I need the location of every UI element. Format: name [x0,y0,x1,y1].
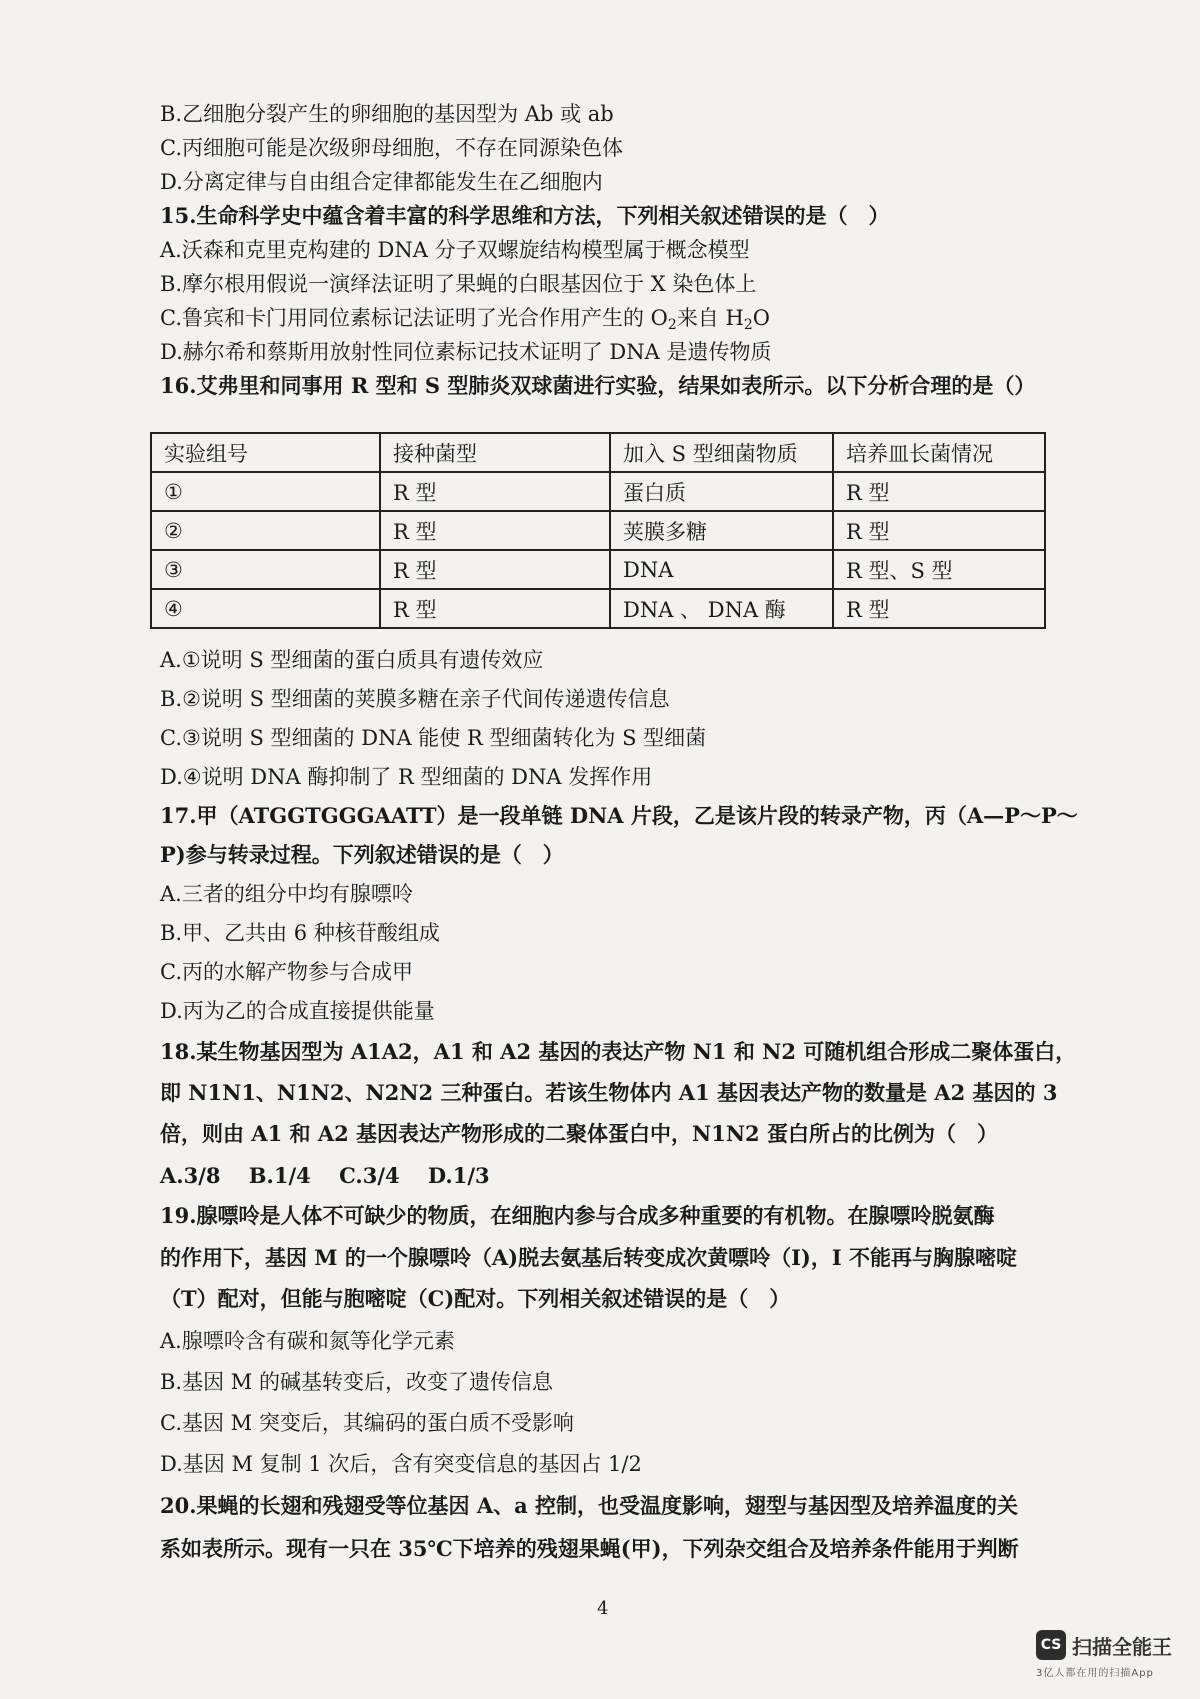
question-20-cont: 系如表所示。现有一只在 35℃下培养的残翅果蝇(甲)，下列杂交组合及培养条件能用于判断 [160,1536,1019,1561]
option-15d: D.赫尔希和蔡斯用放射性同位素标记技术证明了 DNA 是遗传物质 [160,340,772,364]
option-19a: A.腺嘌呤含有碳和氮等化学元素 [160,1329,455,1353]
question-17-cont: P)参与转录过程。下列叙述错误的是（ ） [160,842,564,867]
question-18-cont: 倍，则由 A1 和 A2 基因表达产物形成的二聚体蛋白中，N1N2 蛋白所占的比例为（ ） [160,1121,998,1146]
option-14c: C.丙细胞可能是次级卵母细胞，不存在同源染色体 [160,136,623,160]
table-cell: R 型 [833,589,1045,628]
table-cell: 蛋白质 [610,472,833,511]
table-cell: R 型 [380,589,610,628]
question-15: 15.生命科学史中蕴含着丰富的科学思维和方法，下列相关叙述错误的是（ ） [160,203,890,228]
table-row [151,511,1045,550]
options-18: A.3/8 B.1/4 C.3/4 D.1/3 [160,1163,490,1188]
option-17a: A.三者的组分中均有腺嘌呤 [160,882,413,906]
table-row [151,550,1045,589]
option-19c: C.基因 M 突变后，其编码的蛋白质不受影响 [160,1411,574,1435]
table-cell: DNA 、 DNA 酶 [610,589,833,628]
table-row [151,589,1045,628]
watermark-name: 扫描全能王 [1072,1634,1172,1659]
option-16d: D.④说明 DNA 酶抑制了 R 型细菌的 DNA 发挥作用 [160,765,653,789]
table-cell: ② [151,511,380,550]
table-cell: R 型 [380,511,610,550]
option-19b: B.基因 M 的碱基转变后，改变了遗传信息 [160,1370,553,1394]
table-cell: R 型、S 型 [833,550,1045,589]
question-17: 17.甲（ATGGTGGGAATT）是一段单链 DNA 片段，乙是该片段的转录产物，丙（A—P～P～ [160,803,1078,828]
question-19-cont: 的作用下，基因 M 的一个腺嘌呤（A)脱去氨基后转变成次黄嘌呤（I)，I 不能再与胸腺嘧啶 [160,1245,1017,1270]
option-16c: C.③说明 S 型细菌的 DNA 能使 R 型细菌转化为 S 型细菌 [160,726,707,750]
question-16: 16.艾弗里和同事用 R 型和 S 型肺炎双球菌进行实验，结果如表所示。以下分析合理的是（） [160,373,1036,398]
option-15a: A.沃森和克里克构建的 DNA 分子双螺旋结构模型属于概念模型 [160,238,750,262]
option-14d: D.分离定律与自由组合定律都能发生在乙细胞内 [160,170,603,194]
option-15c: C.鲁宾和卡门用同位素标记法证明了光合作用产生的 $O_2$来自 $H_2O$ [160,306,770,333]
experiment-table [150,432,1046,629]
table-header-cell: 实验组号 [151,433,380,472]
table-cell: R 型 [380,550,610,589]
table-header-cell: 接种菌型 [380,433,610,472]
option-16a: A.①说明 S 型细菌的蛋白质具有遗传效应 [160,648,544,672]
option-14b: B.乙细胞分裂产生的卵细胞的基因型为 Ab 或 ab [160,102,614,126]
table-header-cell: 加入 S 型细菌物质 [610,433,833,472]
question-18-cont: 即 N1N1、N1N2、N2N2 三种蛋白。若该生物体内 A1 基因表达产物的数量是 A2 基因的 3 [160,1080,1058,1105]
option-16b: B.②说明 S 型细菌的荚膜多糖在亲子代间传递遗传信息 [160,687,670,711]
option-17d: D.丙为乙的合成直接提供能量 [160,999,435,1023]
table-cell: R 型 [380,472,610,511]
question-20: 20.果蝇的长翅和残翅受等位基因 A、a 控制，也受温度影响，翅型与基因型及培养温度的关 [160,1493,1019,1518]
table-cell: ① [151,472,380,511]
option-17b: B.甲、乙共由 6 种核苷酸组成 [160,921,440,945]
watermark-tagline: 3亿人都在用的扫描App [1036,1668,1154,1679]
table-cell: R 型 [833,472,1045,511]
table-cell: ③ [151,550,380,589]
option-15b: B.摩尔根用假说一演绎法证明了果蝇的白眼基因位于 X 染色体上 [160,272,757,296]
option-19d: D.基因 M 复制 1 次后，含有突变信息的基因占 1/2 [160,1452,642,1476]
table-cell: ④ [151,589,380,628]
question-19: 19.腺嘌呤是人体不可缺少的物质，在细胞内参与合成多种重要的有机物。在腺嘌呤脱氨酶 [160,1203,995,1228]
page-number: 4 [597,1598,609,1619]
table-cell: R 型 [833,511,1045,550]
camscanner-logo-icon: CS [1036,1630,1066,1660]
table-cell: DNA [610,550,833,589]
option-17c: C.丙的水解产物参与合成甲 [160,960,413,984]
table-header-row [151,433,1045,472]
question-19-cont: （T）配对，但能与胞嘧啶（C)配对。下列相关叙述错误的是（ ） [160,1286,791,1311]
question-18: 18.某生物基因型为 A1A2，A1 和 A2 基因的表达产物 N1 和 N2 可随机组合形成二聚体蛋白， [160,1039,1077,1064]
table-row [151,472,1045,511]
table-header-cell: 培养皿长菌情况 [833,433,1045,472]
table-cell: 荚膜多糖 [610,511,833,550]
scanner-watermark [1036,1630,1172,1679]
